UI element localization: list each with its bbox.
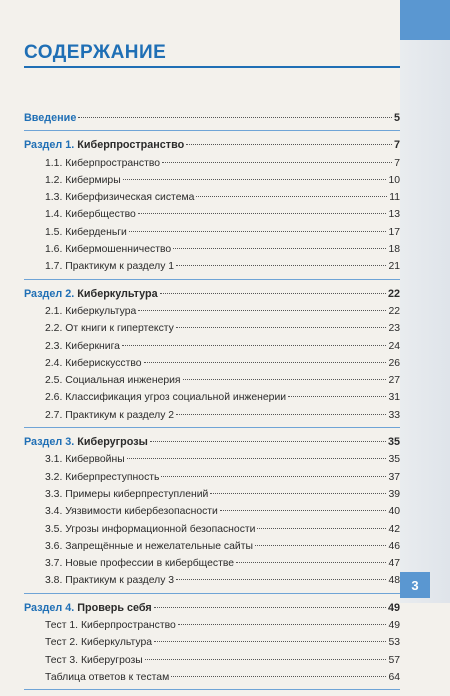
toc-item bbox=[24, 355, 400, 372]
item-page: 24 bbox=[388, 340, 400, 352]
item-page: 35 bbox=[388, 454, 400, 466]
item-number: 2.2. bbox=[45, 323, 63, 335]
item-label: Киберпространство bbox=[65, 157, 161, 169]
item-label: Киберкнига bbox=[65, 340, 120, 352]
item-label: Кибервойны bbox=[65, 454, 125, 466]
leader-dots bbox=[171, 676, 386, 677]
leader-dots bbox=[160, 293, 386, 294]
item-page: 49 bbox=[388, 620, 400, 632]
item-page: 33 bbox=[388, 409, 400, 421]
toc-item bbox=[24, 538, 400, 555]
item-page: 53 bbox=[388, 637, 400, 649]
item-number: 3.6. bbox=[45, 540, 63, 552]
item-label: Киберкультура bbox=[65, 305, 137, 317]
toc-item bbox=[24, 241, 400, 258]
item-number: 1.2. bbox=[45, 174, 63, 186]
item-page: 7 bbox=[394, 157, 400, 169]
item-page: 23 bbox=[388, 323, 400, 335]
item-page: 18 bbox=[388, 244, 400, 256]
item-number: 2.1. bbox=[45, 305, 63, 317]
item-label: Кибермошенничество bbox=[65, 244, 172, 256]
item-page: 42 bbox=[388, 523, 400, 535]
leader-dots bbox=[257, 528, 386, 529]
toc-item bbox=[24, 669, 400, 686]
section-page: 35 bbox=[387, 436, 400, 449]
item-label: Киберденьги bbox=[65, 226, 127, 238]
item-label: Классификация угроз социальной инженерии bbox=[65, 392, 287, 404]
leader-dots bbox=[173, 248, 386, 249]
toc-section bbox=[24, 434, 400, 594]
toc-item bbox=[24, 617, 400, 634]
toc-item bbox=[24, 486, 400, 503]
section-page: 49 bbox=[387, 601, 400, 614]
item-number: 3.4. bbox=[45, 506, 63, 518]
toc-item bbox=[24, 155, 400, 172]
item-number: 2.4. bbox=[45, 357, 63, 369]
table-of-contents bbox=[24, 110, 400, 696]
leader-dots bbox=[176, 327, 387, 328]
toc-item bbox=[24, 258, 400, 275]
item-number: 2.6. bbox=[45, 392, 63, 404]
toc-item bbox=[24, 407, 400, 424]
leader-dots bbox=[78, 117, 392, 118]
leader-dots bbox=[176, 414, 386, 415]
item-label: Кибермиры bbox=[65, 174, 121, 186]
item-label: Кибербщество bbox=[65, 209, 136, 221]
item-number: 2.7. bbox=[45, 409, 63, 421]
toc-item bbox=[24, 189, 400, 206]
facing-page-edge bbox=[400, 0, 450, 603]
toc-item bbox=[24, 389, 400, 406]
toc-item bbox=[24, 224, 400, 241]
item-label: Киберкультура bbox=[80, 637, 153, 649]
item-page: 46 bbox=[388, 540, 400, 552]
section-page: 22 bbox=[387, 287, 400, 300]
toc-item bbox=[24, 206, 400, 223]
item-number: 1.5. bbox=[45, 226, 63, 238]
leader-dots bbox=[220, 510, 387, 511]
item-number: 2.5. bbox=[45, 375, 63, 387]
item-number: 3.8. bbox=[45, 575, 63, 587]
leader-dots bbox=[255, 545, 387, 546]
toc-item bbox=[24, 555, 400, 572]
item-page: 21 bbox=[388, 261, 400, 273]
item-number: 3.1. bbox=[45, 454, 63, 466]
item-label: Практикум к разделу 2 bbox=[65, 409, 175, 421]
page-title: СОДЕРЖАНИЕ bbox=[24, 42, 167, 63]
toc-section bbox=[24, 286, 400, 428]
section-title: Киберкультура bbox=[77, 287, 158, 300]
leader-dots bbox=[145, 659, 387, 660]
leader-dots bbox=[150, 441, 386, 442]
item-number: 1.7. bbox=[45, 261, 63, 273]
item-number: 3.5. bbox=[45, 523, 63, 535]
leader-dots bbox=[122, 345, 387, 346]
item-page: 57 bbox=[388, 654, 400, 666]
intro-label: Введение bbox=[24, 112, 77, 124]
leader-dots bbox=[210, 493, 386, 494]
toc-intro bbox=[24, 110, 400, 131]
item-page: 40 bbox=[388, 506, 400, 518]
leader-dots bbox=[138, 310, 386, 311]
facing-page-blue-tab bbox=[400, 0, 450, 40]
leader-dots bbox=[138, 213, 387, 214]
toc-item bbox=[24, 372, 400, 389]
title-underline bbox=[24, 66, 400, 68]
page-number: 3 bbox=[400, 572, 430, 598]
item-label: Уязвимости кибербезопасности bbox=[65, 506, 218, 518]
toc-item bbox=[24, 634, 400, 651]
item-label: Киберугрозы bbox=[80, 654, 143, 666]
toc-item bbox=[24, 172, 400, 189]
item-number: 2.3. bbox=[45, 340, 63, 352]
toc-section-heading bbox=[24, 434, 400, 451]
item-page: 10 bbox=[388, 174, 400, 186]
item-page: 64 bbox=[388, 671, 400, 683]
toc-section-heading bbox=[24, 137, 400, 154]
leader-dots bbox=[183, 379, 387, 380]
toc-section bbox=[24, 600, 400, 690]
item-label: Практикум к разделу 3 bbox=[65, 575, 175, 587]
item-label: Киберпространство bbox=[80, 620, 176, 632]
toc-row-intro bbox=[24, 110, 400, 127]
item-label: Примеры киберпреступлений bbox=[65, 488, 209, 500]
toc-section-heading bbox=[24, 600, 400, 617]
section-title: Киберугрозы bbox=[77, 436, 148, 449]
toc-item bbox=[24, 451, 400, 468]
item-label: От книги к гипертексту bbox=[65, 323, 174, 335]
leader-dots bbox=[161, 476, 386, 477]
item-label: Новые профессии в кибербществе bbox=[65, 558, 235, 570]
toc-section bbox=[24, 137, 400, 279]
item-page: 37 bbox=[388, 471, 400, 483]
toc-item bbox=[24, 652, 400, 669]
item-page: 11 bbox=[389, 192, 400, 204]
item-label: Практикум к разделу 1 bbox=[65, 261, 175, 273]
toc-section-heading bbox=[24, 286, 400, 303]
item-number: 1.4. bbox=[45, 209, 63, 221]
leader-dots bbox=[154, 641, 386, 642]
leader-dots bbox=[178, 624, 387, 625]
section-title: Киберпространство bbox=[77, 139, 185, 152]
leader-dots bbox=[288, 396, 386, 397]
section-prefix: Раздел 4. bbox=[24, 601, 75, 614]
section-prefix: Раздел 3. bbox=[24, 436, 75, 449]
item-label: Кибериcкусство bbox=[65, 357, 142, 369]
item-number: Тест 2. bbox=[45, 637, 79, 649]
item-label: Запрещённые и нежелательные сайты bbox=[65, 540, 253, 552]
intro-page: 5 bbox=[393, 112, 400, 124]
section-prefix: Раздел 1. bbox=[24, 139, 75, 152]
item-number: Тест 3. bbox=[45, 654, 79, 666]
leader-dots bbox=[162, 162, 392, 163]
leader-dots bbox=[129, 231, 387, 232]
item-label: Киберфизическая система bbox=[65, 192, 195, 204]
toc-sections bbox=[24, 137, 400, 690]
item-label: Таблица ответов к тестам bbox=[45, 671, 170, 683]
item-page: 27 bbox=[388, 375, 400, 387]
leader-dots bbox=[144, 362, 387, 363]
leader-dots bbox=[196, 196, 387, 197]
leader-dots bbox=[176, 265, 386, 266]
item-page: 47 bbox=[388, 558, 400, 570]
item-number: 3.3. bbox=[45, 488, 63, 500]
item-page: 17 bbox=[388, 226, 400, 238]
leader-dots bbox=[186, 144, 392, 145]
item-page: 22 bbox=[388, 305, 400, 317]
toc-item bbox=[24, 303, 400, 320]
item-number: 1.3. bbox=[45, 192, 63, 204]
toc-item bbox=[24, 320, 400, 337]
item-number: 1.6. bbox=[45, 244, 63, 256]
item-page: 39 bbox=[388, 488, 400, 500]
item-label: Социальная инженерия bbox=[65, 375, 181, 387]
item-page: 26 bbox=[388, 357, 400, 369]
leader-dots bbox=[176, 579, 386, 580]
item-page: 13 bbox=[388, 209, 400, 221]
item-number: 3.7. bbox=[45, 558, 63, 570]
leader-dots bbox=[236, 562, 386, 563]
section-title: Проверь себя bbox=[77, 601, 152, 614]
item-label: Угрозы информационной безопасности bbox=[65, 523, 256, 535]
leader-dots bbox=[154, 607, 386, 608]
toc-item bbox=[24, 521, 400, 538]
item-number: 1.1. bbox=[45, 157, 63, 169]
leader-dots bbox=[127, 458, 387, 459]
item-page: 31 bbox=[388, 392, 400, 404]
section-prefix: Раздел 2. bbox=[24, 287, 75, 300]
item-page: 48 bbox=[388, 575, 400, 587]
toc-item bbox=[24, 338, 400, 355]
item-number: Тест 1. bbox=[45, 620, 79, 632]
toc-item bbox=[24, 503, 400, 520]
toc-item bbox=[24, 572, 400, 589]
section-page: 7 bbox=[393, 139, 400, 152]
item-number: 3.2. bbox=[45, 471, 63, 483]
leader-dots bbox=[123, 179, 387, 180]
item-label: Киберпреступность bbox=[65, 471, 160, 483]
toc-item bbox=[24, 469, 400, 486]
